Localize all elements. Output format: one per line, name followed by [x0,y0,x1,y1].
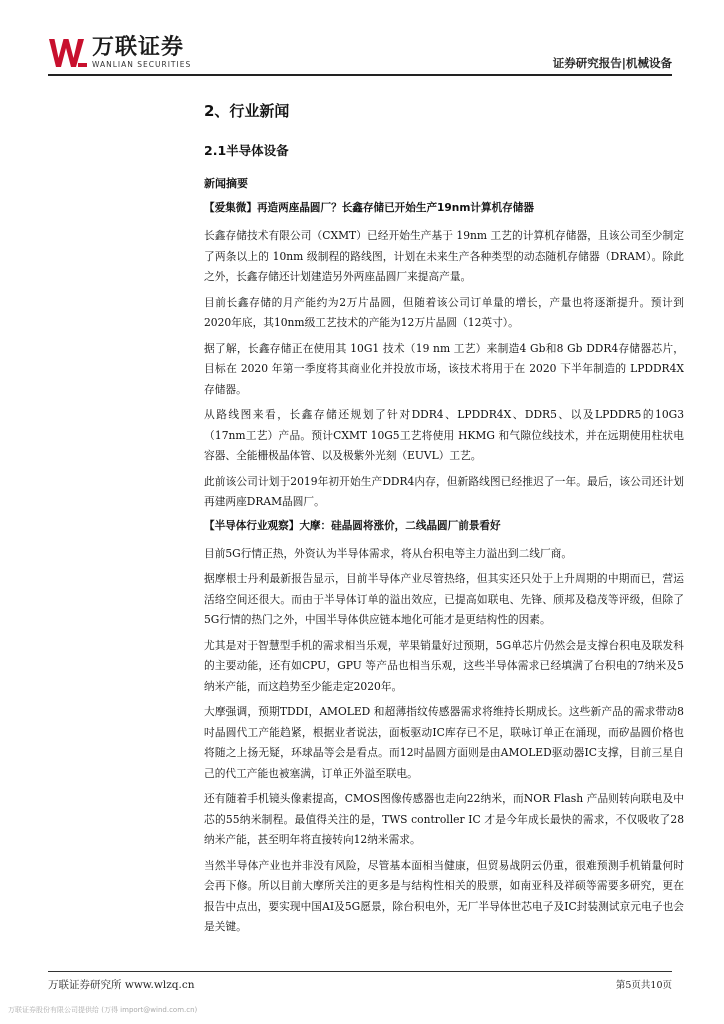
news-title: 【爱集微】再造两座晶圆厂？长鑫存储已开始生产19nm计算机存储器 [204,202,534,214]
page-number: 第5页共10页 [615,980,672,991]
subsection-title: 2.1半导体设备 [204,143,289,158]
report-category: 证券研究报告|机械设备 [552,56,672,70]
header-divider [48,74,672,76]
watermark: 万联证券股份有限公司提供给 (万得 import@wind.com.cn) [8,1006,198,1014]
news-paragraph: 大摩强调，预期TDDI，AMOLED 和超薄指纹传感器需求将维持长期成长。这些新产品的需求带动8吋晶圆代工产能趋紧，根据业者说法，面板驱动IC库存已不足，联咏订单正在涌现，而矽晶圆价格也将随之上扬无疑，环球晶等会是看点。而12吋晶圆方面则是由AMOLED驱动器IC支撑，目前三星自己的代工产能也被塞满，订单正外溢至联电。 [204,705,684,780]
news-item [204,518,684,938]
news-paragraph: 从路线图来看，长鑫存储还规划了针对DDR4、LPDDR4X、DDR5、以及LPDDR5的10G3（17nm工艺）产品。预计CXMT 10G5工艺将使用 HKMG 和气隙位线技术，并在远期使用柱状电容器、全能栅极晶体管、以及极紫外光刻（EUVL）工艺。 [204,408,684,462]
wanlian-logo-icon [48,36,88,70]
news-paragraph: 据了解，长鑫存储正在使用其 10G1 技术（19 nm 工艺）来制造4 Gb和8 Gb DDR4存储器芯片，目标在 2020 年第一季度将其商业化并投放市场，该技术将用于在 2020 下半年制造的 LPDDR4X 存储器。 [204,341,684,396]
news-title: 【半导体行业观察】大摩：硅晶圆将涨价，二线晶圆厂前景看好 [204,519,501,532]
news-paragraph: 长鑫存储技术有限公司（CXMT）已经开始生产基于 19nm 工艺的计算机存储器，且该公司至少制定了两条以上的 10nm 级制程的路线图，计划在未来生产各种类型的动态随机存储器（DRAM）。除此之外，长鑫存储还计划建造另外两座晶圆厂来提高产量。 [204,229,684,283]
page-header [0,0,724,78]
news-paragraph: 目前5G行情正热，外资认为半导体需求，将从台积电等主力溢出到二线厂商。 [204,546,573,560]
news-paragraph: 当然半导体产业也并非没有风险，尽管基本面相当健康，但贸易战阴云仍重，很难预测手机销量何时会再下修。所以目前大摩所关注的更多是与结构性相关的股票，如南亚科及祥硕等需要多研究，更在报告中点出，要实现中国AI及5G愿景，除台积电外，无厂半导体世芯电子及IC封装测试京元电子也会是关键。 [204,858,684,933]
section-title: 2、行业新闻 [204,102,290,120]
summary-label: 新闻摘要 [204,177,248,190]
logo-english-name: WANLIAN SECURITIES [92,60,192,69]
news-item [204,200,684,513]
news-paragraph: 还有随着手机镜头像素提高，CMOS图像传感器也走向22纳米，而NOR Flash 产品则转向联电及中芯的55纳米制程。最值得关注的是，TWS controller IC 才是今年成长最快的需求，不仅吸收了28纳米产能，甚至明年将直接转向12纳米需求。 [204,792,684,846]
company-logo [48,36,238,72]
news-paragraph: 目前长鑫存储的月产能约为2万片晶圆，但随着该公司订单量的增长，产量也将逐渐提升。预计到 2020年底，其10nm级工艺技术的产能为12万片晶圆（12英寸）。 [204,295,684,329]
news-paragraph: 据摩根士丹利最新报告显示，目前半导体产业尽管热络，但其实还只处于上升周期的中期而已，营运活络空间还很大。而由于半导体订单的溢出效应，已提高如联电、先锋、颀邦及稳茂等评级，但除了5G行情的热门之外，中国半导体供应链本地化可能才是更结构性的因素。 [204,572,684,626]
news-paragraph: 此前该公司计划于2019年初开始生产DDR4内存，但新路线图已经推迟了一年。最后，该公司还计划再建两座DRAM晶圆厂。 [204,474,684,508]
logo-chinese-name: 万联证券 [92,35,185,60]
footer-source: 万联证券研究所 www.wlzq.cn [48,979,195,991]
footer-divider [48,971,672,972]
main-content [204,100,684,943]
news-paragraph: 尤其是对于智慧型手机的需求相当乐观，苹果销量好过预期，5G单芯片仍然会是支撑台积电及联发科的主要动能，还有如CPU，GPU 等产品也相当乐观，这些半导体需求已经填满了台积电的7纳米及5纳米产能，而这趋势至少能走定2020年。 [204,638,684,693]
